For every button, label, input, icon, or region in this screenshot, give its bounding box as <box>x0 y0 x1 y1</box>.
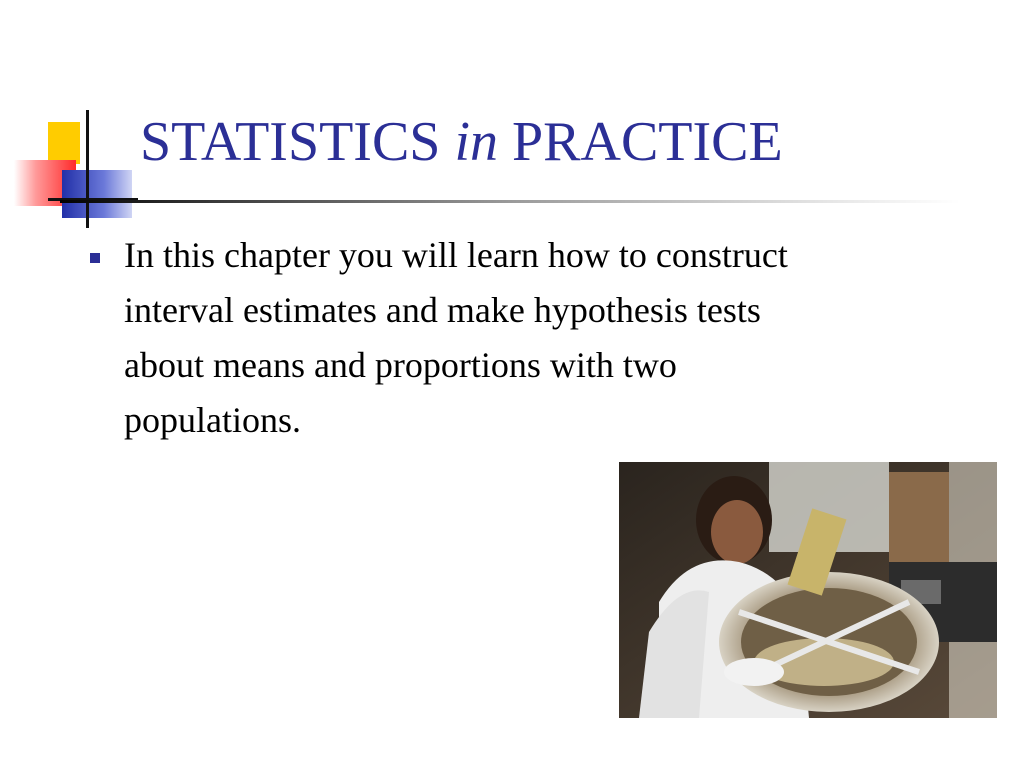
slide-title-italic: in <box>454 111 499 173</box>
title-divider <box>60 200 960 203</box>
photo-illustration <box>619 462 997 718</box>
bullet-text: In this chapter you will learn how to construct interval estimates and make hypothesis tests about means and proportions with two populations. <box>124 235 788 440</box>
logo-yellow-square <box>48 122 80 164</box>
logo-vertical-line <box>86 110 89 228</box>
slide-title <box>140 112 783 174</box>
logo-decoration <box>0 100 150 240</box>
slide-title-part1: STATISTICS <box>140 111 455 173</box>
bullet-list <box>86 228 806 448</box>
slide-title-part3: PRACTICE <box>498 111 783 173</box>
logo-blue-square <box>62 170 132 218</box>
lab-technician-photo <box>619 462 997 718</box>
bullet-square-icon <box>90 253 100 263</box>
